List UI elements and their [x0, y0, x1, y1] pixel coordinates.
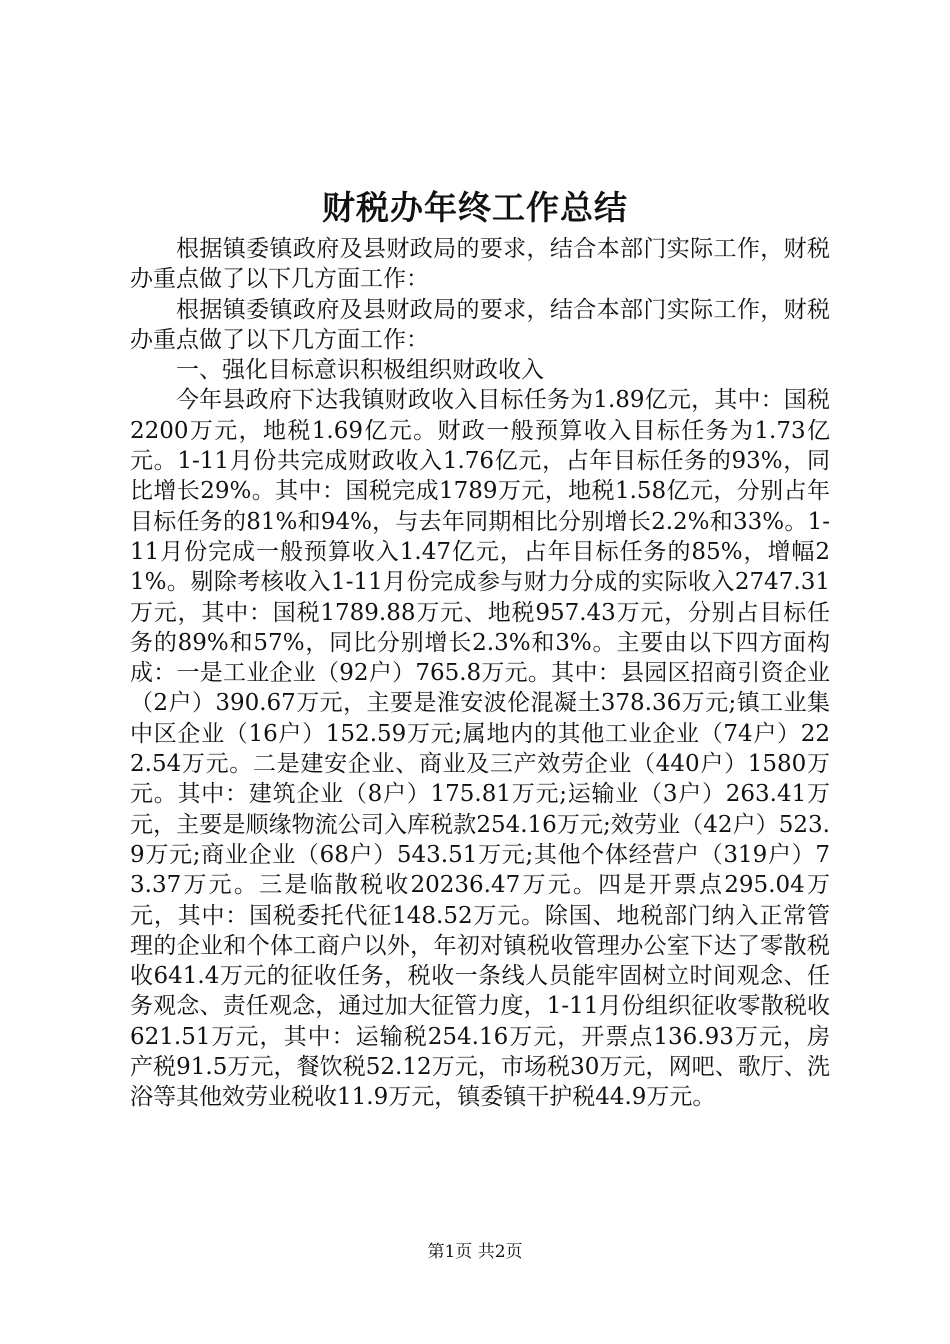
intro-paragraph: 根据镇委镇政府及县财政局的要求，结合本部门实际工作，财税办重点做了以下几方面工作：	[130, 236, 830, 293]
document-body	[130, 234, 830, 1113]
document-title: 财税办年终工作总结	[322, 188, 628, 227]
page-footer: 第1页 共2页	[427, 1242, 523, 1262]
revenue-paragraph: 今年县政府下达我镇财政收入目标任务为1.89亿元，其中：国税2200万元，地税1.69亿元。财政一般预算收入目标任务为1.73亿元。1-11月份共完成财政收入1.76亿元，占年目标任务的93%，同比增长29%。其中：国税完成1789万元，地税1.58亿元，分别占年目标任务的81%和94%，与去年同期相比分别增长2.2%和33%。1-11月份完成一般预算收入1.47亿元，占年目标任务的85%，增幅21%。剔除考核收入1-11月份完成参与财力分成的实际收入2747.31万元，其中：国税1789.88万元、地税957.43万元，分别占目标任务的89%和57%，同比分别增长2.3%和3%。主要由以下四方面构成：一是工业企业（92户）765.8万元。其中：县园区招商引资企业（2户）390.67万元，主要是淮安波伦混凝土378.36万元;镇工业集中区企业（16户）152.59万元;属地内的其他工业企业（74户）222.54万元。二是建安企业、商业及三产效劳企业（440户）1580万元。其中：建筑企业（8户）175.81万元;运输业（3户）263.41万元，主要是顺缘物流公司入库税款254.16万元;效劳业（42户）523.9万元;商业企业（68户）543.51万元;其他个体经营户（319户）73.37万元。三是临散税收20236.47万元。四是开票点295.04万元，其中：国税委托代征148.52万元。除国、地税部门纳入正常管理的企业和个体工商户以外，年初对镇税收管理办公室下达了零散税收641.4万元的征收任务，税收一条线人员能牢固树立时间观念、任务观念、责任观念，通过加大征管力度，1-11月份组织征收零散税收621.51万元，其中：运输税254.16万元，开票点136.93万元，房产税91.5万元，餐饮税52.12万元，市场税30万元，网吧、歌厅、洗浴等其他效劳业税收11.9万元，镇委镇干护税44.9万元。	[130, 387, 830, 1111]
intro-paragraph-repeat: 根据镇委镇政府及县财政局的要求，结合本部门实际工作，财税办重点做了以下几方面工作：	[130, 296, 830, 353]
section-heading: 一、强化目标意识积极组织财政收入	[176, 357, 544, 384]
